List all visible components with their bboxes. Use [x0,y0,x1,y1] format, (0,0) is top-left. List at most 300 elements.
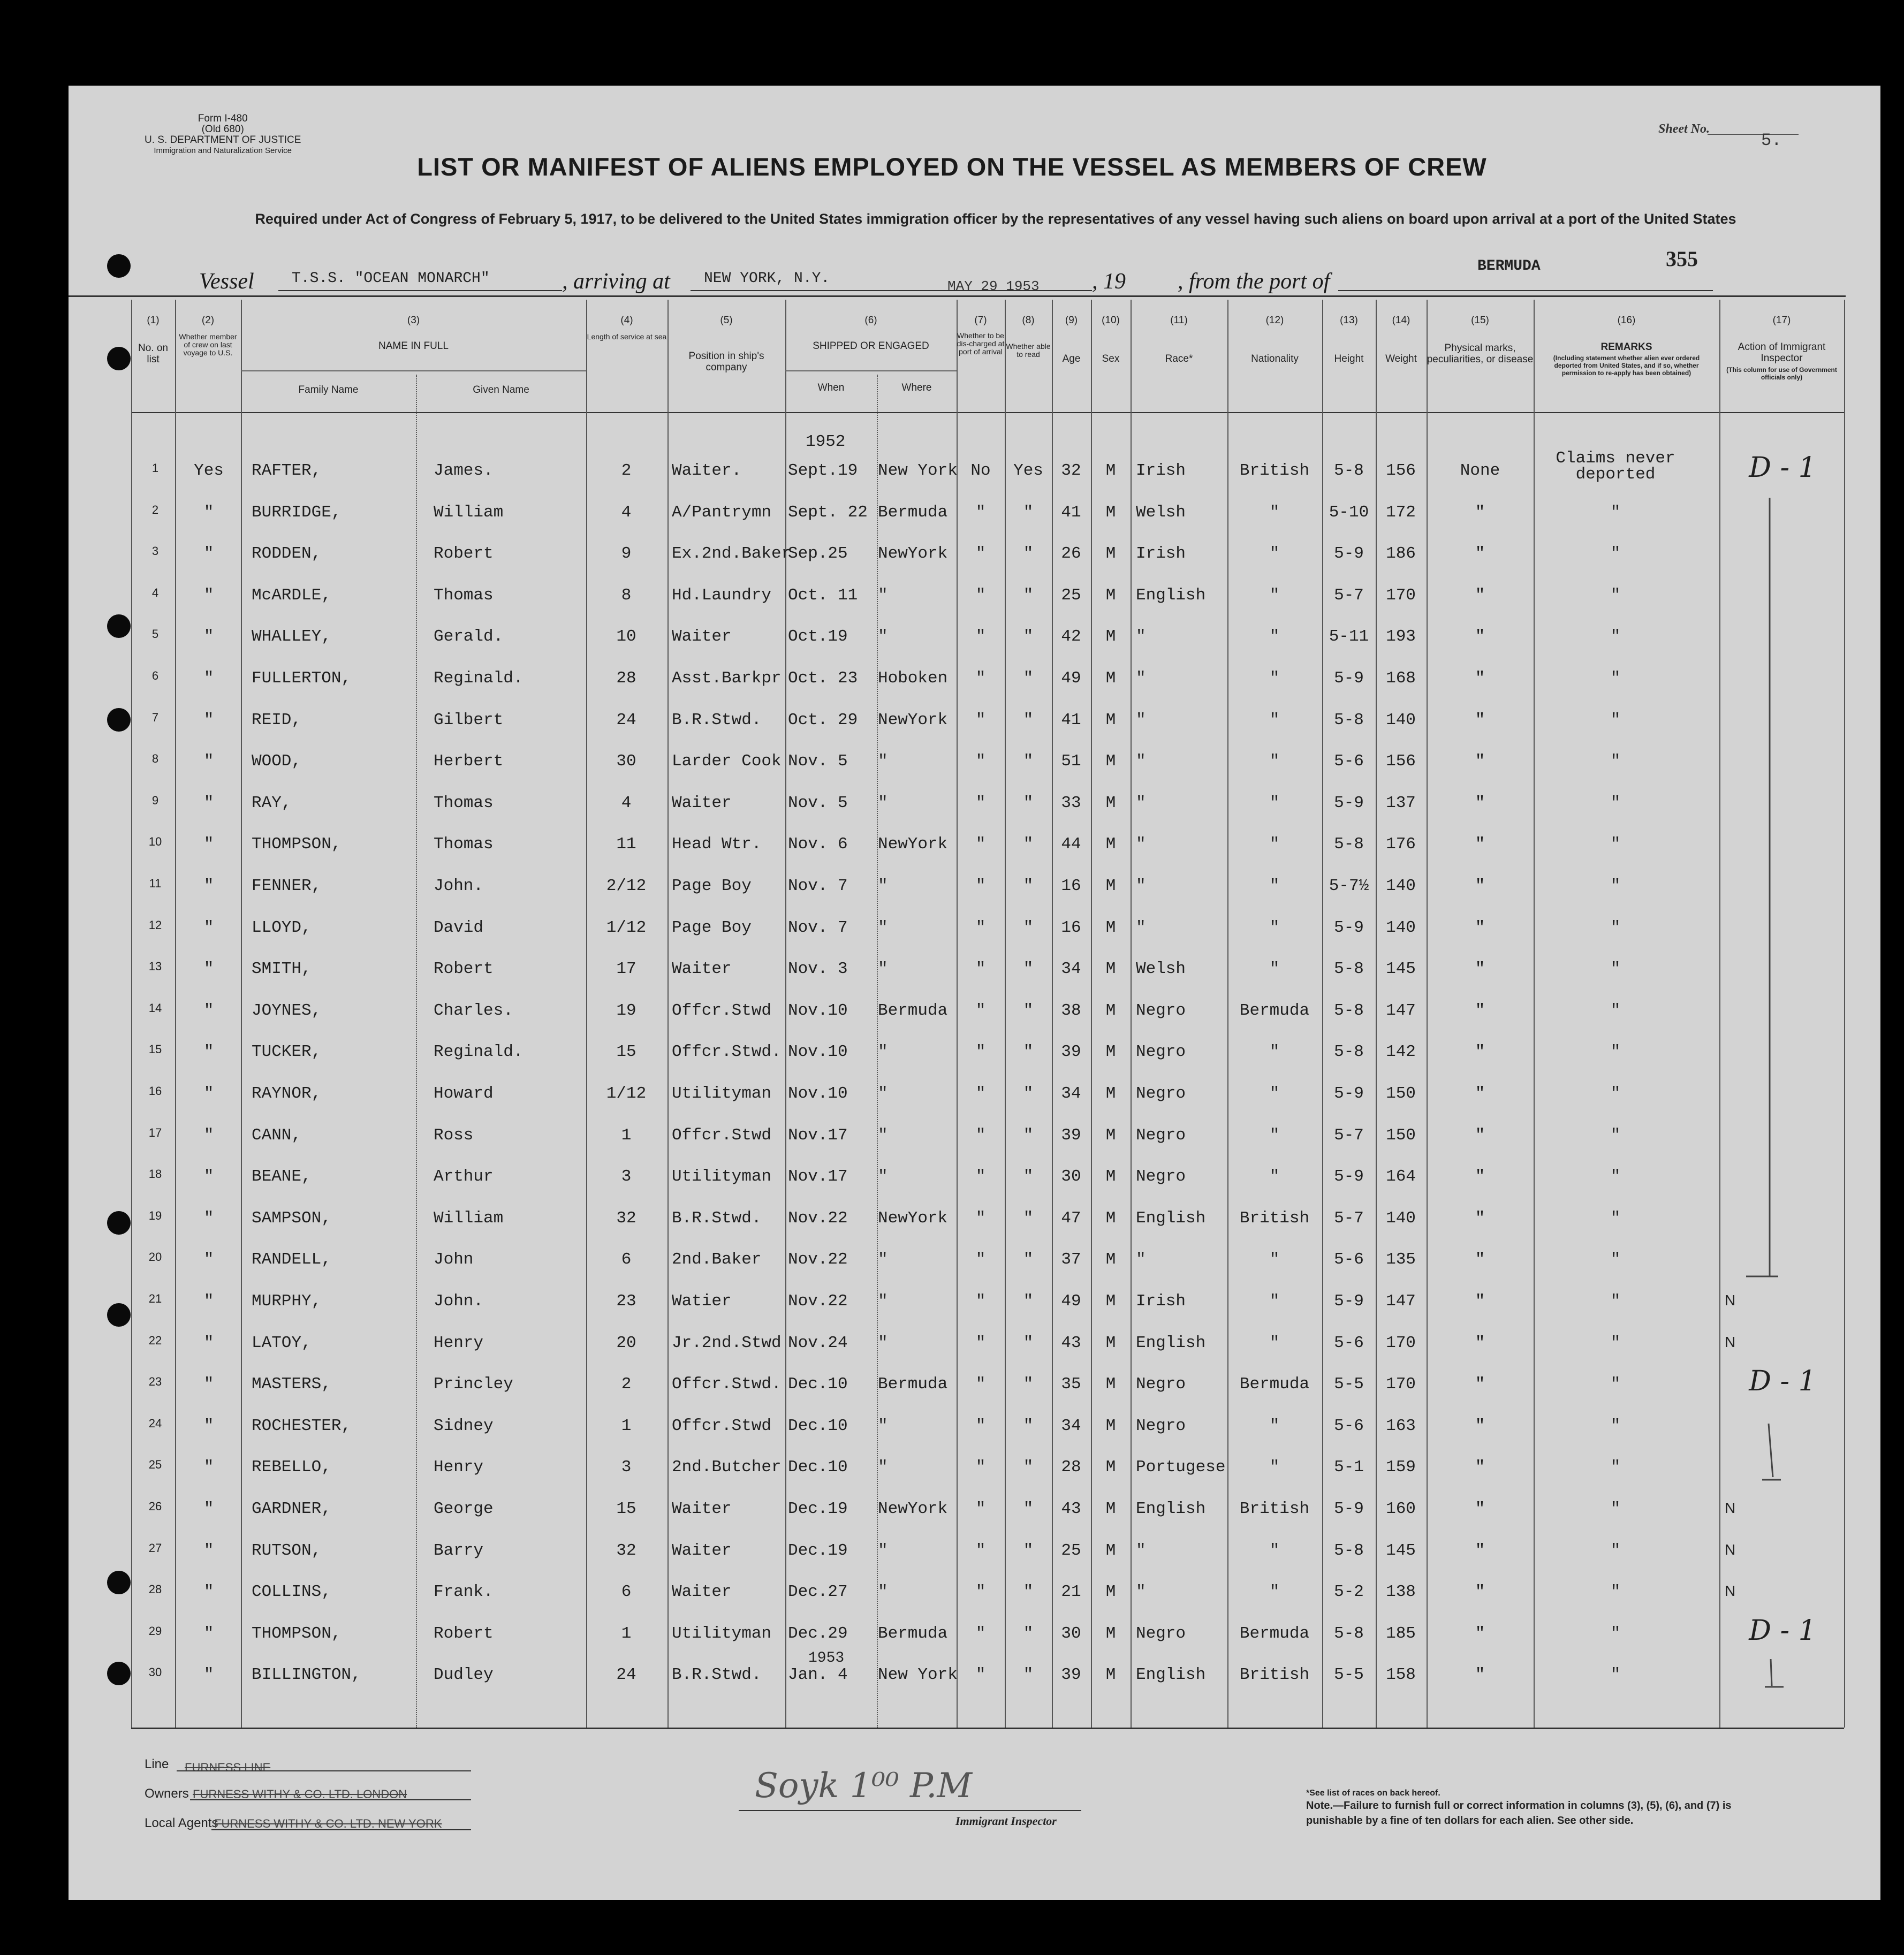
cell-remarks: " [1610,752,1621,771]
cell-action: N [1725,1541,1736,1558]
cell-disch: " [975,752,986,771]
cell-remarks: " [1610,1665,1621,1685]
column-number: (12) [1265,315,1284,326]
agents-value: FURNESS WITHY & CO. LTD. NEW YORK [214,1817,442,1830]
cell-length: 32 [616,1541,636,1560]
cell-remarks: " [1610,544,1621,564]
cell-no: 29 [148,1624,162,1638]
cell-where: " [878,1084,888,1103]
cell-given: John. [434,1292,484,1311]
cell-where: " [878,877,888,895]
cell-read: " [1023,877,1034,895]
cell-when: Jan. 4 [788,1665,848,1685]
cell-age: 42 [1061,627,1081,646]
cell-member: " [203,1043,214,1062]
cell-marks: " [1475,1458,1485,1477]
header-race: Race* [1165,353,1193,364]
cell-race: " [1136,669,1146,688]
cell-disch: " [975,1043,986,1062]
cell-position: Ex.2nd.Baker [672,544,792,564]
cell-no: 2 [151,503,159,516]
cell-given: Thomas [434,793,494,812]
cell-read: " [1023,1541,1034,1560]
cell-read: " [1023,1292,1034,1311]
cell-nat: " [1269,710,1280,729]
table-row [0,1365,1904,1416]
cell-where: New York [878,461,958,480]
cell-remarks: " [1610,1167,1621,1186]
cell-height: 5-8 [1334,1624,1364,1643]
cell-where: NewYork [878,544,948,564]
cell-age: 34 [1061,1416,1081,1435]
header-action-note: (This column for use of Government officials only) [1726,366,1837,381]
cell-length: 10 [616,627,636,646]
cell-disch: " [975,1375,986,1394]
table-bottom-rule [131,1728,1844,1729]
cell-position: 2nd.Butcher [672,1458,782,1477]
header-member: Whether member of crew on last voyage to U.S. [179,332,237,357]
cell-position: Utilityman [672,1624,772,1643]
cell-nat: " [1269,752,1280,771]
cell-member: Yes [194,461,224,480]
cell-member: " [203,918,214,937]
column-number: (10) [1102,315,1120,326]
cell-disch: " [975,503,986,522]
header-where: Where [901,382,932,393]
cell-given: George [434,1500,494,1518]
cell-when: Oct. 11 [788,585,858,605]
cell-disch: " [975,1167,986,1186]
cell-member: " [203,793,214,812]
column-number: (14) [1392,315,1410,326]
cell-given: Sidney [434,1416,494,1435]
cell-weight: 163 [1386,1416,1416,1435]
cell-disch: " [975,1541,986,1560]
cell-member: " [203,585,214,605]
cell-weight: 140 [1386,918,1416,937]
cell-marks: " [1475,1665,1485,1685]
cell-given: Dudley [434,1665,494,1685]
cell-family: BILLINGTON, [252,1665,361,1685]
cell-nat: " [1269,1292,1280,1311]
cell-nat: Bermuda [1239,1001,1310,1020]
cell-remarks: " [1610,1375,1621,1394]
cell-sex: M [1105,835,1116,854]
cell-member: " [203,1208,214,1228]
cell-no: 19 [148,1208,162,1222]
table-row [0,752,1904,793]
cell-height: 5-7 [1334,585,1364,605]
cell-position: B.R.Stwd. [672,1208,762,1228]
cell-member: " [203,544,214,564]
cell-when: Sept. 22 [788,503,868,522]
cell-race: Welsh [1136,503,1186,522]
cell-race: English [1136,1500,1206,1518]
cell-length: 23 [616,1292,636,1311]
cell-family: REBELLO, [252,1458,331,1477]
cell-disch: " [975,1333,986,1352]
cell-given: David [434,918,484,937]
inspector-label: Immigrant Inspector [955,1814,1057,1828]
header-when: When [817,382,845,393]
cell-member: " [203,627,214,646]
penalty-note: Note.—Failure to furnish full or correct information in columns (3), (5), (6), and (7) is punishable by a fine of ten dollars for each alien. See other side. [1306,1800,1732,1827]
arriving-label: , arriving at [562,269,670,294]
cell-sex: M [1105,1416,1116,1435]
table-row [0,1583,1904,1623]
cell-height: 5-6 [1334,1333,1364,1352]
cell-height: 5-9 [1334,918,1364,937]
cell-age: 21 [1061,1583,1081,1602]
cell-read: " [1023,1416,1034,1435]
cell-length: 15 [616,1043,636,1062]
cell-read: " [1023,627,1034,646]
cell-length: 6 [621,1250,632,1269]
cell-disch: " [975,1583,986,1602]
cell-remarks: " [1610,1624,1621,1643]
cell-given: Charles. [434,1001,513,1020]
cell-member: " [203,752,214,771]
cell-marks: " [1475,1001,1485,1020]
column-number: (15) [1471,315,1489,326]
cell-when: Nov.22 [788,1208,848,1228]
cell-given: Barry [434,1541,484,1560]
cell-sex: M [1105,1333,1116,1352]
header-sex: Sex [1102,353,1120,364]
cell-family: RUTSON, [252,1541,322,1560]
cell-when: Nov. 7 [788,877,848,895]
cell-age: 44 [1061,835,1081,854]
cell-sex: M [1105,585,1116,605]
cell-height: 5-8 [1334,710,1364,729]
table-row [0,1126,1904,1167]
cell-position: Waiter [672,793,732,812]
cell-marks: " [1475,627,1485,646]
cell-family: MURPHY, [252,1292,322,1311]
cell-family: RANDELL, [252,1250,331,1269]
table-row [0,1292,1904,1333]
cell-where: " [878,793,888,812]
cell-disch: " [975,960,986,979]
header-length: Length of service at sea [587,332,667,341]
column-number: (6) [864,315,877,326]
cell-race: Negro [1136,1084,1186,1103]
table-row [0,1665,1904,1706]
cell-no: 24 [148,1416,162,1430]
cell-race: " [1136,1583,1146,1602]
cell-nat: " [1269,627,1280,646]
cell-race: " [1136,1250,1146,1269]
cell-no: 17 [148,1125,162,1139]
header-shipped: SHIPPED OR ENGAGED [813,340,929,352]
cell-height: 5-8 [1334,835,1364,854]
cell-age: 47 [1061,1208,1081,1228]
cell-height: 5-7 [1334,1208,1364,1228]
cell-race: " [1136,918,1146,937]
cell-family: McARDLE, [252,585,331,605]
table-row [0,627,1904,668]
service: Immigration and Naturalization Service [154,146,292,155]
cell-where: Bermuda [878,1624,948,1643]
cell-member: " [203,877,214,895]
column-number: (7) [974,315,987,326]
table-row [0,794,1904,834]
cell-when: Oct. 23 [788,669,858,688]
cell-when: Nov. 5 [788,752,848,771]
header-remarks: REMARKS [1600,341,1652,353]
cell-nat: " [1269,918,1280,937]
cell-height: 5-9 [1334,669,1364,688]
cell-sex: M [1105,1208,1116,1228]
cell-position: Waiter [672,1583,732,1602]
cell-age: 39 [1061,1043,1081,1062]
cell-family: SAMPSON, [252,1208,331,1228]
cell-where: " [878,1043,888,1062]
cell-nat: " [1269,585,1280,605]
cell-race: Negro [1136,1043,1186,1062]
from-label: , from the port of [1178,269,1330,294]
cell-action: D - 1 [1749,452,1816,484]
cell-nat: " [1269,793,1280,812]
cell-weight: 170 [1386,1333,1416,1352]
cell-when: Nov.17 [788,1167,848,1186]
cell-family: TUCKER, [252,1043,322,1062]
cell-read: " [1023,1125,1034,1145]
cell-disch: " [975,877,986,895]
cell-family: BURRIDGE, [252,503,342,522]
cell-sex: M [1105,669,1116,688]
cell-given: Henry [434,1458,484,1477]
cell-position: Utilityman [672,1084,772,1103]
cell-height: 5-9 [1334,1292,1364,1311]
cell-weight: 164 [1386,1167,1416,1186]
cell-remarks: " [1610,1043,1621,1062]
cell-remarks: " [1610,669,1621,688]
cell-length: 24 [616,710,636,729]
cell-remarks: " [1610,1208,1621,1228]
cell-family: WOOD, [252,752,302,771]
cell-marks: " [1475,503,1485,522]
cell-remarks: " [1610,1500,1621,1518]
cell-length: 19 [616,1001,636,1020]
cell-given: Robert [434,1624,494,1643]
cell-position: Waiter [672,1500,732,1518]
cell-sex: M [1105,1250,1116,1269]
table-row [0,1209,1904,1250]
column-number: (5) [720,315,733,326]
column-number: (16) [1617,315,1636,326]
punch-hole [107,254,131,278]
cell-age: 32 [1061,461,1081,480]
cell-race: Portugese [1136,1458,1226,1477]
cell-disch: " [975,1624,986,1643]
cell-when: Nov.10 [788,1001,848,1020]
cell-sex: M [1105,1458,1116,1477]
cell-where: NewYork [878,710,948,729]
cell-read: " [1023,1333,1034,1352]
cell-read: " [1023,1458,1034,1477]
cell-position: Utilityman [672,1167,772,1186]
cell-height: 5-9 [1334,544,1364,564]
column-number: (13) [1340,315,1358,326]
cell-weight: 150 [1386,1084,1416,1103]
cell-sex: M [1105,544,1116,564]
cell-family: FENNER, [252,877,322,895]
cell-no: 7 [151,710,159,724]
cell-when: Oct.19 [788,627,848,646]
cell-when: Nov.22 [788,1250,848,1269]
cell-marks: " [1475,1333,1485,1352]
cell-weight: 159 [1386,1458,1416,1477]
cell-age: 33 [1061,793,1081,812]
cell-race: " [1136,1541,1146,1560]
cell-position: Larder Cook [672,752,782,771]
cell-where: " [878,1541,888,1560]
cell-no: 21 [148,1292,162,1305]
cell-disch: " [975,669,986,688]
cell-when: Sept.19 [788,461,858,480]
cell-sex: M [1105,1665,1116,1685]
cell-race: Welsh [1136,960,1186,979]
cell-remarks: " [1610,710,1621,729]
cell-when: Dec.10 [788,1416,848,1435]
cell-length: 2 [621,461,632,480]
cell-nat: Bermuda [1239,1624,1310,1643]
cell-marks: " [1475,1416,1485,1435]
table-row [0,1001,1904,1042]
cell-height: 5-9 [1334,1167,1364,1186]
cell-family: RAFTER, [252,461,322,480]
cell-action: N [1725,1500,1736,1516]
table-row [0,1541,1904,1582]
cell-marks: " [1475,877,1485,895]
agents-label: Local Agents [145,1816,218,1830]
cell-weight: 138 [1386,1583,1416,1602]
cell-no: 10 [148,835,162,849]
cell-weight: 170 [1386,585,1416,605]
cell-read: " [1023,1624,1034,1643]
cell-read: " [1023,503,1034,522]
cell-where: " [878,960,888,979]
cell-no: 14 [148,1001,162,1015]
cell-marks: " [1475,710,1485,729]
table-row [0,1614,1904,1665]
cell-when: Nov. 5 [788,793,848,812]
cell-read: " [1023,835,1034,854]
cell-no: 27 [148,1541,162,1555]
vessel-label: Vessel [199,269,254,294]
cell-age: 39 [1061,1125,1081,1145]
cell-age: 30 [1061,1167,1081,1186]
cell-position: Offcr.Stwd [672,1001,772,1020]
column-number: (8) [1022,315,1035,326]
cell-nat: " [1269,1167,1280,1186]
cell-remarks: " [1610,1333,1621,1352]
cell-length: 30 [616,752,636,771]
cell-family: RAYNOR, [252,1084,322,1103]
page-title: LIST OR MANIFEST OF ALIENS EMPLOYED ON THE VESSEL AS MEMBERS OF CREW [417,153,1487,181]
cell-family: LATOY, [252,1333,312,1352]
cell-nat: " [1269,1583,1280,1602]
arrival-port: NEW YORK, N.Y. [704,270,830,287]
cell-disch: " [975,1458,986,1477]
cell-family: COLLINS, [252,1583,331,1602]
cell-member: " [203,503,214,522]
cell-weight: 142 [1386,1043,1416,1062]
header-given: Given Name [473,384,529,395]
cell-given: Princley [434,1375,513,1394]
cell-read: " [1023,1375,1034,1394]
cell-where: " [878,1292,888,1311]
cell-no: 13 [148,960,162,973]
cell-length: 15 [616,1500,636,1518]
cell-marks: " [1475,793,1485,812]
cell-when: Nov.17 [788,1125,848,1145]
cell-age: 25 [1061,1541,1081,1560]
year-note-1953: 1953 [808,1650,845,1667]
cell-when: Oct. 29 [788,710,858,729]
cell-disch: " [975,918,986,937]
cell-family: RODDEN, [252,544,322,564]
cell-race: English [1136,1665,1206,1685]
cell-age: 30 [1061,1624,1081,1643]
cell-family: MASTERS, [252,1375,331,1394]
cell-no: 25 [148,1458,162,1472]
cell-member: " [203,1458,214,1477]
cell-position: B.R.Stwd. [672,710,762,729]
cell-where: NewYork [878,1500,948,1518]
cell-length: 3 [621,1167,632,1186]
cell-given: Robert [434,960,494,979]
cell-nat: British [1239,461,1310,480]
cell-member: " [203,960,214,979]
cell-sex: M [1105,1001,1116,1020]
column-number: (2) [201,315,215,326]
cell-remarks: " [1610,1125,1621,1145]
table-row [0,586,1904,627]
table-row [0,1043,1904,1083]
cell-no: 5 [151,627,159,641]
cell-action: N [1725,1583,1736,1600]
cell-read: " [1023,1250,1034,1269]
cell-length: 17 [616,960,636,979]
cell-weight: 168 [1386,669,1416,688]
year-note-1952: 1952 [806,432,846,451]
cell-given: Ross [434,1125,474,1145]
cell-where: Hoboken [878,669,948,688]
cell-marks: " [1475,1583,1485,1602]
cell-no: 20 [148,1250,162,1264]
cell-read: " [1023,1084,1034,1103]
cell-disch: " [975,793,986,812]
cell-read: " [1023,1583,1034,1602]
cell-remarks: " [1610,503,1621,522]
cell-age: 41 [1061,710,1081,729]
cell-age: 49 [1061,1292,1081,1311]
cell-given: John [434,1250,474,1269]
cell-when: Dec.29 [788,1624,848,1643]
cell-disch: " [975,1665,986,1685]
cell-nat: " [1269,1458,1280,1477]
cell-height: 5-6 [1334,752,1364,771]
cell-weight: 186 [1386,544,1416,564]
cell-family: SMITH, [252,960,312,979]
cell-no: 16 [148,1084,162,1098]
cell-height: 5-11 [1329,627,1369,646]
cell-weight: 172 [1386,503,1416,522]
cell-length: 2 [621,1375,632,1394]
owners-label: Owners [145,1786,189,1801]
